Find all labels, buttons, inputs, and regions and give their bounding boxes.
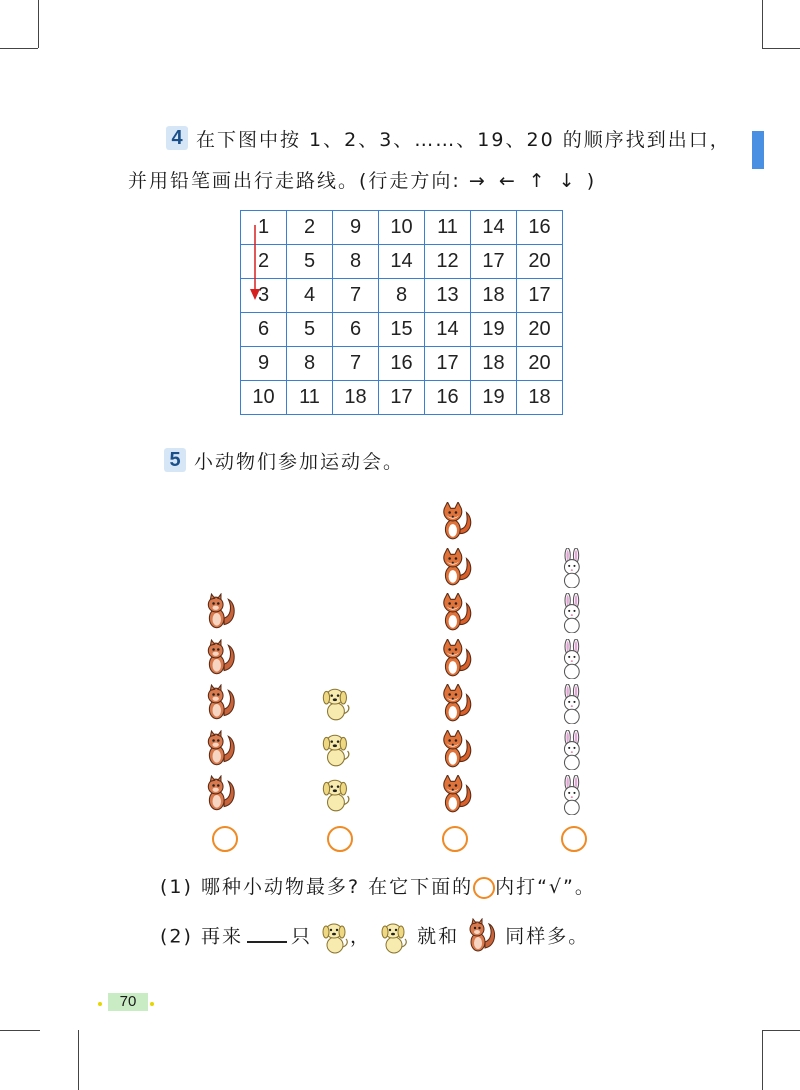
grid-cell[interactable]: 20 <box>517 245 563 279</box>
grid-cell[interactable]: 8 <box>333 245 379 279</box>
answer-circle[interactable] <box>561 826 587 852</box>
grid-cell[interactable]: 6 <box>333 313 379 347</box>
question-4-line-1: 在下图中按 1、2、3、……、19、20 的顺序找到出口， <box>196 129 731 151</box>
dog-icon <box>379 919 409 955</box>
crop-mark <box>0 48 38 49</box>
grid-row <box>241 245 563 279</box>
question-5-title: 小动物们参加运动会。 <box>194 451 405 473</box>
grid-cell[interactable]: 18 <box>333 381 379 415</box>
answer-circle[interactable] <box>442 826 468 852</box>
squirrel-icon <box>467 918 497 956</box>
grid-cell[interactable]: 14 <box>471 211 517 245</box>
grid-cell[interactable]: 6 <box>241 313 287 347</box>
answer-circle[interactable] <box>212 826 238 852</box>
grid-cell[interactable]: 3 <box>241 279 287 313</box>
crop-mark <box>762 48 800 49</box>
grid-cell[interactable]: 8 <box>287 347 333 381</box>
grid-cell[interactable]: 4 <box>287 279 333 313</box>
rabbit-icon <box>558 548 592 588</box>
grid-cell[interactable]: 17 <box>379 381 425 415</box>
grid-cell[interactable]: 16 <box>517 211 563 245</box>
direction-arrows: → ← ↑ ↓ <box>468 170 579 192</box>
question-number: 4 <box>166 126 188 150</box>
sub-2-suffix: 同样多。 <box>505 925 590 948</box>
crop-mark <box>0 1030 40 1031</box>
crop-mark <box>762 1030 763 1090</box>
grid-cell[interactable]: 10 <box>379 211 425 245</box>
grid-cell[interactable]: 11 <box>425 211 471 245</box>
grid-cell[interactable]: 14 <box>425 313 471 347</box>
grid-cell[interactable]: 13 <box>425 279 471 313</box>
page-number: 70 <box>108 993 148 1011</box>
grid-cell[interactable]: 2 <box>241 245 287 279</box>
path-arrow-icon <box>250 225 260 301</box>
sub-2-mid-1: 只 <box>290 925 312 948</box>
fox-icon <box>440 775 474 815</box>
sub-question-2 <box>160 918 589 956</box>
sub-2-mid-2: ， <box>350 925 372 948</box>
crop-mark <box>762 1030 800 1031</box>
grid-cell[interactable]: 19 <box>471 313 517 347</box>
line-2-suffix: ) <box>586 170 597 192</box>
grid-cell[interactable]: 7 <box>333 347 379 381</box>
sub-question-1 <box>160 872 596 899</box>
answer-blank[interactable] <box>247 923 287 943</box>
grid-cell[interactable]: 7 <box>333 279 379 313</box>
grid-row <box>241 313 563 347</box>
chapter-tab <box>752 131 764 169</box>
fox-icon <box>440 502 474 542</box>
decor-dot <box>150 1002 154 1006</box>
answer-circle[interactable] <box>327 826 353 852</box>
grid-row <box>241 347 563 381</box>
grid-cell[interactable]: 18 <box>471 279 517 313</box>
grid-cell[interactable]: 15 <box>379 313 425 347</box>
squirrel-icon <box>205 593 239 633</box>
grid-cell[interactable]: 2 <box>287 211 333 245</box>
grid-cell[interactable]: 16 <box>425 381 471 415</box>
sub-1-prefix: (1) 哪种小动物最多? 在它下面的 <box>160 876 474 898</box>
sub-1-suffix: 内打“√”。 <box>495 876 596 898</box>
grid-row <box>241 279 563 313</box>
grid-cell[interactable]: 11 <box>287 381 333 415</box>
crop-mark <box>38 0 39 48</box>
dog-icon <box>320 684 354 724</box>
grid-cell[interactable]: 5 <box>287 313 333 347</box>
grid-cell[interactable]: 18 <box>471 347 517 381</box>
dog-icon <box>320 919 350 955</box>
fox-icon <box>440 730 474 770</box>
rabbit-icon <box>558 684 592 724</box>
grid-cell[interactable]: 10 <box>241 381 287 415</box>
squirrel-icon <box>205 775 239 815</box>
grid-cell[interactable]: 17 <box>425 347 471 381</box>
decor-dot <box>98 1002 102 1006</box>
fox-icon <box>440 684 474 724</box>
grid-cell[interactable]: 20 <box>517 313 563 347</box>
dog-icon <box>320 775 354 815</box>
grid-cell[interactable]: 14 <box>379 245 425 279</box>
grid-cell[interactable]: 19 <box>471 381 517 415</box>
rabbit-icon <box>558 639 592 679</box>
line-2-prefix: 并用铅笔画出行走路线。(行走方向: <box>128 170 461 192</box>
grid-row <box>241 381 563 415</box>
crop-mark <box>78 1030 79 1090</box>
rabbit-icon <box>558 775 592 815</box>
grid-cell[interactable]: 5 <box>287 245 333 279</box>
grid-cell[interactable]: 17 <box>471 245 517 279</box>
number-maze-grid <box>240 210 563 415</box>
grid-row <box>241 211 563 245</box>
grid-cell[interactable]: 8 <box>379 279 425 313</box>
squirrel-icon <box>205 639 239 679</box>
sub-2-mid-3: 就和 <box>417 925 460 948</box>
grid-cell[interactable]: 18 <box>517 381 563 415</box>
grid-cell[interactable]: 17 <box>517 279 563 313</box>
fox-icon <box>440 548 474 588</box>
sub-2-prefix: (2) 再来 <box>160 925 243 948</box>
grid-cell[interactable]: 12 <box>425 245 471 279</box>
fox-icon <box>440 639 474 679</box>
grid-cell[interactable]: 16 <box>379 347 425 381</box>
dog-icon <box>320 730 354 770</box>
question-4-line-2 <box>128 166 596 193</box>
rabbit-icon <box>558 730 592 770</box>
circle-icon <box>473 877 495 899</box>
crop-mark <box>762 0 763 48</box>
fox-icon <box>440 593 474 633</box>
grid-cell[interactable]: 1 <box>241 211 287 245</box>
rabbit-icon <box>558 593 592 633</box>
grid-cell[interactable]: 20 <box>517 347 563 381</box>
question-number: 5 <box>164 448 186 472</box>
squirrel-icon <box>205 684 239 724</box>
grid-cell[interactable]: 9 <box>333 211 379 245</box>
squirrel-icon <box>205 730 239 770</box>
grid-cell[interactable]: 9 <box>241 347 287 381</box>
